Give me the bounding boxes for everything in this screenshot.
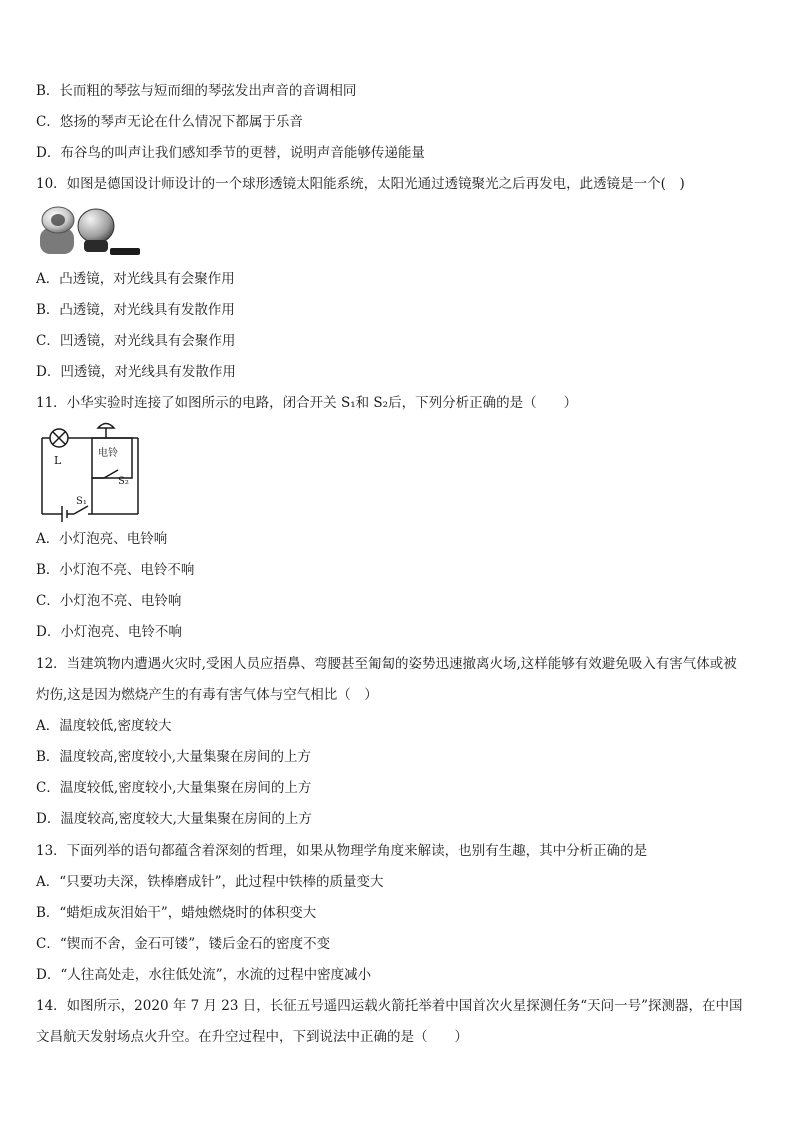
q12-option-c: C．温度较低,密度较小,大量集聚在房间的上方 (36, 780, 312, 796)
bell-label: 电铃 (98, 448, 118, 459)
q13-option-b: B．“蜡炬成灰泪始干”，蜡烛燃烧时的体积变大 (36, 905, 317, 921)
q10-option-a: A．凸透镜，对光线具有会聚作用 (36, 271, 235, 287)
circuit-diagram (36, 420, 148, 524)
q11-option-d: D．小灯泡亮、电铃不响 (36, 624, 182, 640)
q13-option-c: C．“锲而不舍，金石可镂”，镂后金石的密度不变 (36, 936, 331, 952)
q11-option-a: A．小灯泡亮、电铃响 (36, 531, 168, 547)
q12-option-a: A．温度较低,密度较大 (36, 718, 172, 734)
q12-option-b: B．温度较高,密度较小,大量集聚在房间的上方 (36, 749, 312, 765)
switch-s1-label: S₁ (76, 496, 87, 507)
q9-option-d: D．布谷鸟的叫声让我们感知季节的更替，说明声音能够传递能量 (36, 145, 425, 161)
q12-stem-line-1: 12．当建筑物内遭遇火灾时,受困人员应捂鼻、弯腰甚至匍匐的姿势迅速撤离火场,这样能够有效避免吸入有害气体或被 (36, 656, 737, 672)
q11-option-b: B．小灯泡不亮、电铃不响 (36, 562, 195, 578)
q13-option-d: D．“人往高处走，水往低处流”，水流的过程中密度减小 (36, 967, 372, 983)
q10-option-d: D．凹透镜，对光线具有发散作用 (36, 364, 236, 380)
q11-stem: 11．小华实验时连接了如图所示的电路，闭合开关 S₁和 S₂后，下列分析正确的是（ ） (36, 395, 578, 411)
q14-stem-line-1: 14．如图所示，2020 年 7 月 23 日，长征五号遥四运载火箭托举着中国首次火星探测任务“天问一号”探测器，在中国 (36, 998, 743, 1014)
q12-option-d: D．温度较高,密度较大,大量集聚在房间的上方 (36, 811, 312, 827)
q10-option-b: B．凸透镜，对光线具有发散作用 (36, 302, 235, 318)
q10-option-c: C．凹透镜，对光线具有会聚作用 (36, 333, 236, 349)
q10-stem: 10．如图是德国设计师设计的一个球形透镜太阳能系统，太阳光通过透镜聚光之后再发电，此透镜是一个( ) (36, 176, 685, 192)
q12-stem-line-2: 灼伤,这是因为燃烧产生的有毒有害气体与空气相比（ ） (36, 687, 378, 703)
switch-s2-label: S₂ (118, 476, 129, 487)
q9-option-c: C．悠扬的琴声无论在什么情况下都属于乐音 (36, 114, 303, 130)
q13-option-a: A．“只要功夫深，铁棒磨成针”，此过程中铁棒的质量变大 (36, 874, 384, 890)
q9-option-b: B．长而粗的琴弦与短而细的琴弦发出声音的音调相同 (36, 83, 357, 99)
q13-stem: 13．下面列举的语句都蕴含着深刻的哲理，如果从物理学角度来解读，也别有生趣，其中分析正确的是 (36, 843, 648, 859)
q14-stem-line-2: 文昌航天发射场点火升空。在升空过程中，下到说法中正确的是（ ） (36, 1029, 468, 1045)
lens-solar-system-figure (38, 204, 142, 258)
q11-option-c: C．小灯泡不亮、电铃响 (36, 593, 182, 609)
lamp-label: L (54, 454, 62, 467)
